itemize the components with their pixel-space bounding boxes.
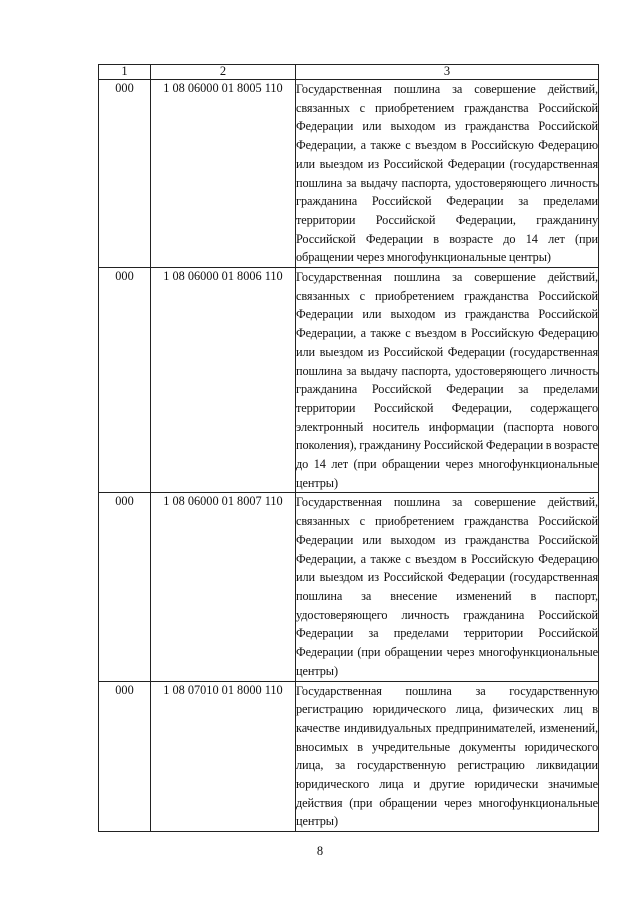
budget-code-cell: 1 08 06000 01 8007 110 <box>151 493 296 681</box>
header-col-2: 2 <box>151 65 296 80</box>
header-col-3: 3 <box>296 65 599 80</box>
header-col-1: 1 <box>99 65 151 80</box>
table-row <box>99 493 599 681</box>
budget-code-cell: 1 08 07010 01 8000 110 <box>151 681 296 832</box>
admin-code-cell: 000 <box>99 681 151 832</box>
header-row <box>99 65 599 80</box>
table-row <box>99 268 599 493</box>
description-cell: Государственная пошлина за совершение действий, связанных с приобретением гражданства Российской Федерации или выходом из гражданства Российской Федерации, а также с въездом в Российскую Федерацию или выездом из Российской Федерации (государственная пошлина за внесение изменений в паспорт, удостоверяющего личность гражданина Российской Федерации за пределами территории Российской Федерации (при обращении через многофункциональные центры) <box>296 493 599 681</box>
page-number: 8 <box>316 844 324 858</box>
fee-table <box>98 64 599 832</box>
admin-code-cell: 000 <box>99 268 151 493</box>
admin-code-cell: 000 <box>99 493 151 681</box>
description-cell: Государственная пошлина за государственную регистрацию юридического лица, физических лиц в качестве индивидуальных предпринимателей, изменений, вносимых в учредительные документы юридического лица, за государственную регистрацию ликвидации юридического лица и другие юридически значимые действия (при обращении через многофункциональные центры) <box>296 681 599 832</box>
table-row <box>99 681 599 832</box>
table-header <box>99 65 599 80</box>
description-cell: Государственная пошлина за совершение действий, связанных с приобретением гражданства Российской Федерации или выходом из гражданства Российской Федерации, а также с въездом в Российскую Федерацию или выездом из Российской Федерации (государственная пошлина за выдачу паспорта, удостоверяющего личность гражданина Российской Федерации за пределами территории Российской Федерации, содержащего электронный носитель информации (паспорта нового поколения), гражданину Российской Федерации в возрасте до 14 лет (при обращении через многофункциональные центры) <box>296 268 599 493</box>
admin-code-cell: 000 <box>99 80 151 268</box>
table-row <box>99 80 599 268</box>
budget-code-cell: 1 08 06000 01 8006 110 <box>151 268 296 493</box>
budget-code-cell: 1 08 06000 01 8005 110 <box>151 80 296 268</box>
table-body <box>99 80 599 832</box>
description-cell: Государственная пошлина за совершение действий, связанных с приобретением гражданства Российской Федерации или выходом из гражданства Российской Федерации, а также с въездом в Российскую Федерацию или выездом из Российской Федерации (государственная пошлина за выдачу паспорта, удостоверяющего личность гражданина Российской Федерации за пределами территории Российской Федерации, гражданину Российской Федерации в возрасте до 14 лет (при обращении через многофункциональные центры) <box>296 80 599 268</box>
